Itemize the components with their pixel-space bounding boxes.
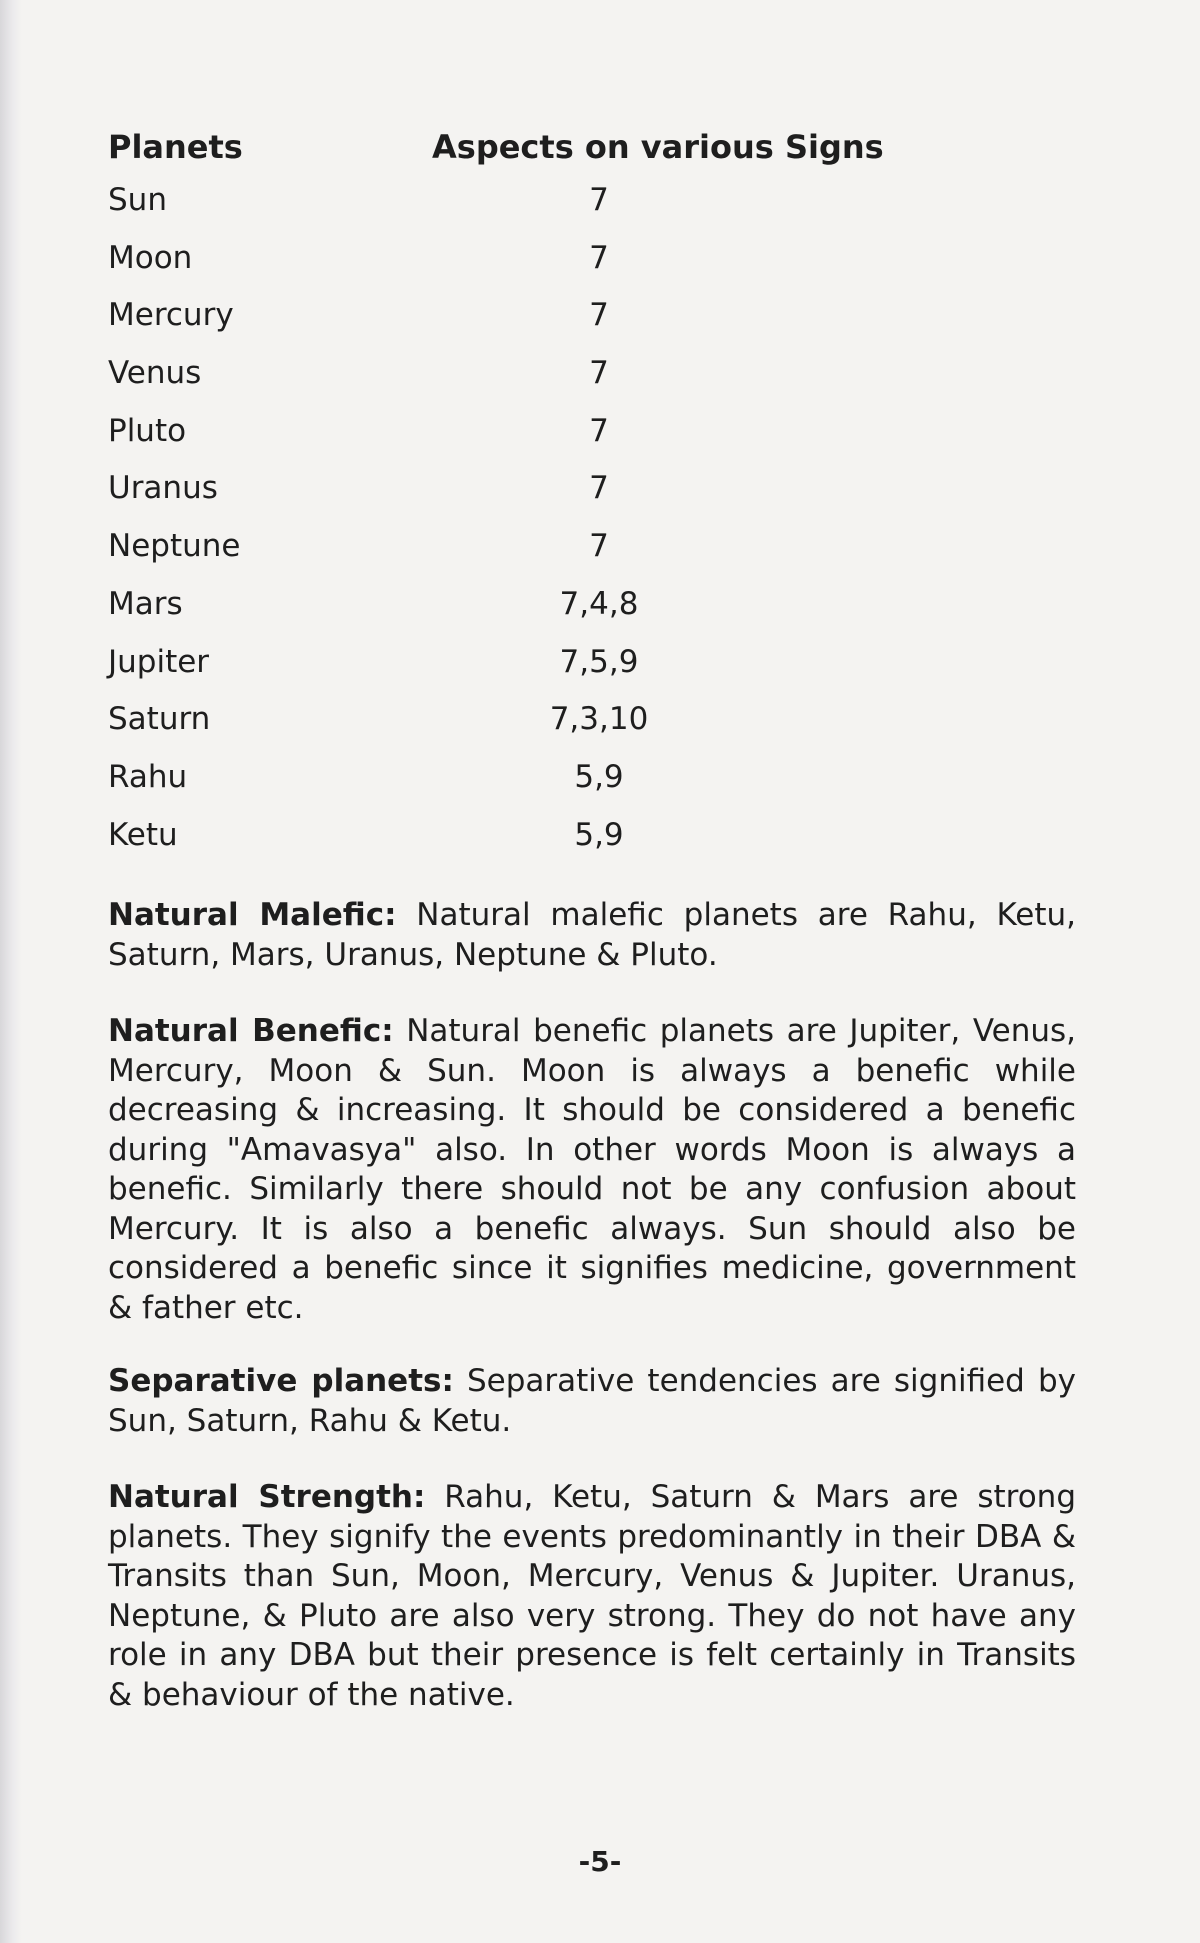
- table-row: [108, 516, 1008, 574]
- planet-name: Moon: [108, 239, 193, 276]
- planet-name: Ketu: [108, 816, 178, 853]
- table-row: [108, 805, 1008, 863]
- table-row: [108, 343, 1008, 401]
- header-planets: Planets: [108, 128, 243, 166]
- text-natural-strength: Rahu, Ketu, Saturn & Mars are strong planets. They signify the events predominantly in their DBA & Transits than Sun, Moon, Mercury, Venus & Jupiter. Uranus, Neptune, & Pluto are also very strong. They do not have any role in any DBA but their presence is felt certainly in Transits & behaviour of the native.: [108, 1479, 1076, 1713]
- planet-aspects: 7,5,9: [559, 643, 639, 680]
- planet-aspects: 7,3,10: [549, 701, 649, 738]
- planet-aspects: 7: [589, 239, 609, 276]
- planet-name: Rahu: [108, 758, 188, 795]
- planet-aspects: 7: [589, 355, 609, 392]
- text-natural-benefic: Natural benefic planets are Jupiter, Venus, Mercury, Moon & Sun. Moon is always a benefic while decreasing & increasing. It should be considered a benefic during "Amavasya" also. In other words Moon is always a benefic. Similarly there should not be any confusion about Mercury. It is also a benefic always. Sun should also be considered a benefic since it signifies medicine, government & father etc.: [108, 1013, 1077, 1326]
- table-row: [108, 632, 1008, 690]
- heading-natural-malefic: Natural Malefic:: [108, 897, 397, 933]
- table-row: [108, 170, 1008, 228]
- planet-name: Jupiter: [108, 643, 210, 680]
- heading-separative-planets: Separative planets:: [108, 1363, 454, 1399]
- table-row: [108, 574, 1008, 632]
- paragraph-natural-benefic: [108, 1012, 1076, 1328]
- table-row: [108, 285, 1008, 343]
- table-row: [108, 689, 1008, 747]
- planet-aspects: 7: [589, 412, 609, 449]
- planet-aspects-table: [108, 122, 1008, 862]
- page-number: -5-: [578, 1845, 622, 1878]
- header-aspects: Aspects on various Signs: [432, 128, 884, 166]
- table-row: [108, 401, 1008, 459]
- planet-aspects: 7: [589, 182, 609, 218]
- table-header: [108, 122, 1008, 170]
- planet-name: Venus: [108, 355, 202, 392]
- heading-natural-strength: Natural Strength:: [108, 1479, 426, 1515]
- table-body: [108, 170, 1008, 862]
- planet-name: Neptune: [108, 528, 241, 565]
- planet-name: Mercury: [108, 297, 234, 334]
- planet-aspects: 7: [589, 528, 609, 565]
- planet-aspects: 7: [589, 297, 609, 334]
- planet-name: Uranus: [108, 470, 218, 507]
- table-row: [108, 228, 1008, 286]
- planet-name: Sun: [108, 182, 167, 218]
- paragraph-natural-strength: [108, 1478, 1076, 1715]
- planet-name: Pluto: [108, 412, 187, 449]
- planet-aspects: 5,9: [574, 816, 624, 853]
- text-separative-planets: Separative tendencies are signified by Sun, Saturn, Rahu & Ketu.: [108, 1363, 1076, 1439]
- planet-name: Mars: [108, 585, 183, 622]
- planet-aspects: 7,4,8: [559, 585, 639, 622]
- planet-name: Saturn: [108, 701, 211, 738]
- paragraph-natural-malefic: [108, 896, 1076, 975]
- heading-natural-benefic: Natural Benefic:: [108, 1013, 394, 1049]
- planet-aspects: 7: [589, 470, 609, 507]
- table-row: [108, 747, 1008, 805]
- text-natural-malefic: Natural malefic planets are Rahu, Ketu, Saturn, Mars, Uranus, Neptune & Pluto.: [108, 897, 1076, 973]
- paragraph-separative-planets: [108, 1362, 1076, 1441]
- planet-aspects: 5,9: [574, 758, 624, 795]
- table-row: [108, 458, 1008, 516]
